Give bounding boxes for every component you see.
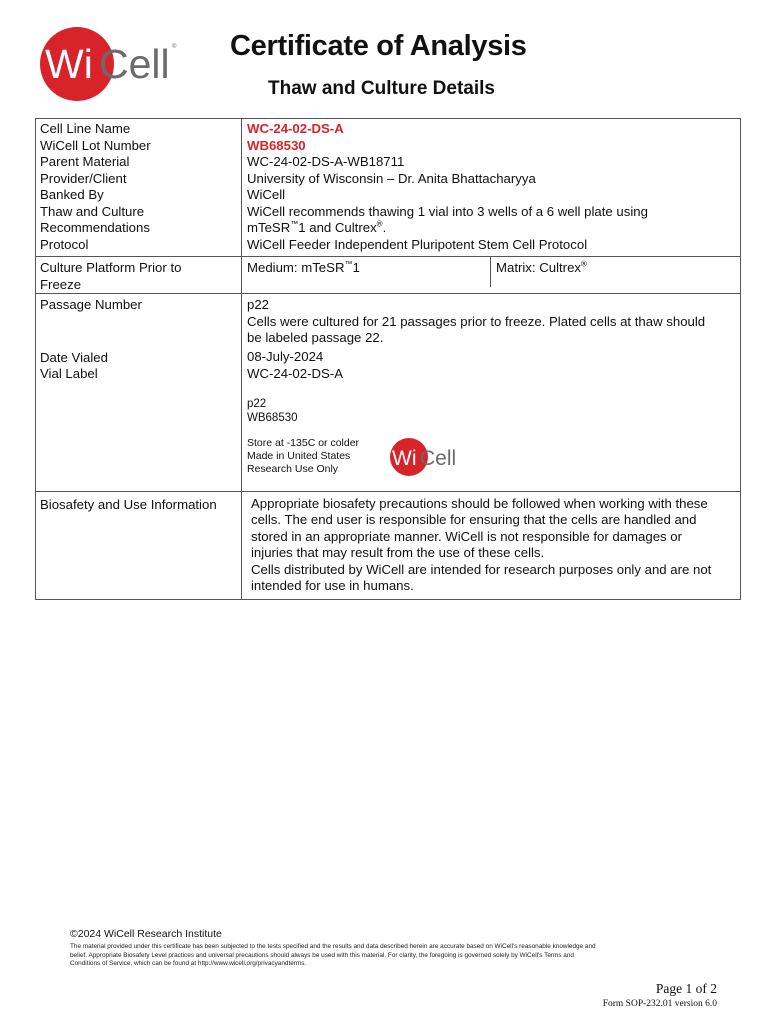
wicell-logo (37, 26, 177, 102)
value-lot-number: WB68530 (247, 137, 306, 153)
label-provider: Provider/Client (36, 171, 242, 188)
label-banked-by: Banked By (36, 187, 242, 204)
value-parent-material: WC-24-02-DS-A-WB18711 (247, 154, 405, 169)
label-lot-number: WiCell Lot Number (36, 138, 242, 155)
row-parent-material (36, 154, 740, 171)
page-number: Page 1 of 2 (655, 981, 717, 996)
row-protocol (36, 237, 740, 257)
svg-text:®: ® (172, 44, 177, 50)
wicell-label-logo (387, 437, 463, 477)
page-subtitle: Thaw and Culture Details (268, 78, 495, 99)
value-passage: p22 Cells were cultured for 21 passages prior to freeze. Plated cells at thaw should be labeled passage 22. (247, 297, 706, 345)
page-title: Certificate of Analysis (230, 30, 527, 62)
row-date-vialed (36, 347, 740, 367)
row-thaw (36, 204, 740, 237)
footer (70, 928, 710, 969)
label-parent-material: Parent Material (36, 154, 242, 171)
logo-cell-text: Cell (99, 41, 170, 87)
label-protocol: Protocol (36, 237, 242, 257)
label-passage: Passage Number (36, 294, 242, 347)
row-lot-number (36, 138, 740, 155)
value-provider: University of Wisconsin – Dr. Anita Bhattacharyya (247, 170, 536, 186)
form-version: Form SOP-232.01 version 6.0 (602, 999, 717, 1009)
logo-wi-text: Wi (45, 41, 93, 87)
label-thaw: Thaw and Culture Recommendations (36, 204, 242, 237)
row-passage (36, 294, 740, 347)
row-vial-label (36, 366, 740, 491)
svg-text:Wi: Wi (392, 446, 417, 470)
label-biosafety: Biosafety and Use Information (36, 491, 242, 599)
value-protocol: WiCell Feeder Independent Pluripotent Stem Cell Protocol (247, 236, 588, 252)
page-info (603, 981, 717, 1009)
value-biosafety: Appropriate biosafety precautions should be followed when working with these cells. The end user is responsible for ensuring that the cells are handled and stored in an appropriate manner. WiCell is not responsible for damages or injuries that may result from the use of these cells. Cells distributed by WiCell are intended for research purposes only and are not intended for use in humans. (251, 495, 712, 593)
copyright: ©2024 WiCell Research Institute (70, 928, 222, 940)
row-biosafety (36, 491, 740, 599)
value-banked-by: WiCell (247, 187, 286, 202)
value-thaw: WiCell recommends thawing 1 vial into 3 wells of a 6 well plate using mTeSR™1 and Cultrex®. (247, 203, 648, 235)
matrix-cell: Matrix: Cultrex® (496, 259, 587, 275)
row-cell-line-name (36, 119, 740, 138)
row-provider (36, 171, 740, 188)
label-cell-line-name: Cell Line Name (36, 119, 242, 138)
label-vial-label: Vial Label (36, 366, 242, 491)
disclaimer: The material provided under this certificate has been subjected to the tests specified and the results and data described herein are accurate based on WiCell's reasonable knowledge and belief. Appropriate Biosafety Level practices and universal precautions should always be used with this material. For clarity, the foregoing is governed solely by WiCell's Terms and Conditions of Service, which can be found at http://www.wicell.org/privacyandterms. (70, 943, 596, 968)
label-culture-platform: Culture Platform Prior to Freeze (36, 257, 242, 294)
value-cell-line-name: WC-24-02-DS-A (247, 121, 344, 136)
medium-cell: Medium: mTeSR™1 (247, 257, 491, 287)
label-date-vialed: Date Vialed (36, 347, 242, 367)
row-banked-by (36, 187, 740, 204)
certificate-table (36, 119, 740, 599)
value-date-vialed: 08-July-2024 (247, 348, 324, 364)
row-culture-platform (36, 257, 740, 294)
value-culture-platform (242, 257, 741, 294)
svg-text:Cell: Cell (420, 446, 457, 470)
value-vial-label: WC-24-02-DS-A p22 WB68530 Store at -135C or colder Made in United States Research Use Only Wi Cell (242, 366, 741, 491)
